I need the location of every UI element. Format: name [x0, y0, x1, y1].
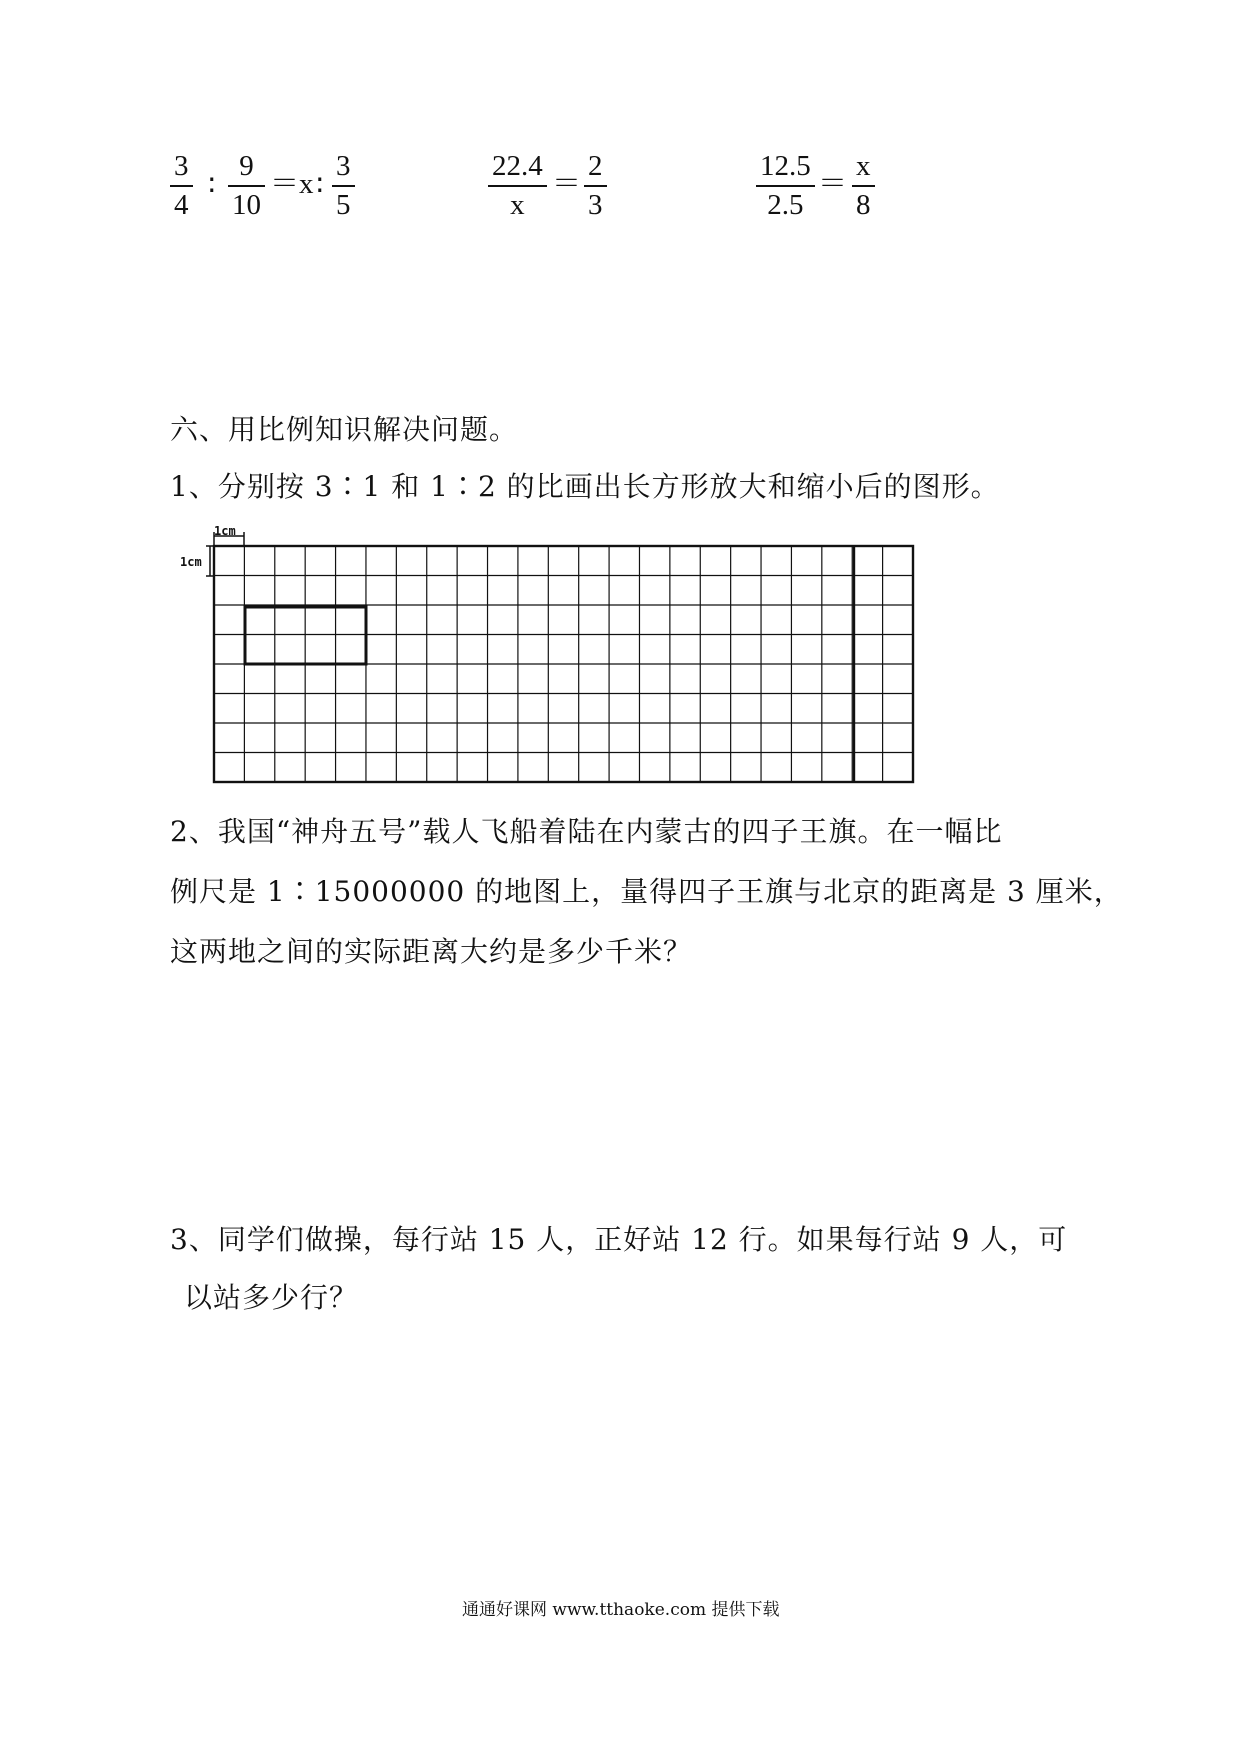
grid-unit-label-horizontal: 1cm	[214, 524, 236, 538]
fraction: 3 5	[332, 152, 355, 220]
question-1: 1、分别按 3∶1 和 1∶2 的比画出长方形放大和缩小后的图形。	[170, 470, 1000, 503]
question-2-line-3: 这两地之间的实际距离大约是多少千米？	[170, 935, 693, 968]
equals-sign: ＝	[818, 168, 848, 200]
question-3-line-2: 以站多少行？	[184, 1281, 359, 1314]
fraction: 22.4 x	[488, 152, 547, 220]
equals-x: ＝x	[270, 168, 314, 200]
square-grid	[200, 520, 930, 790]
ratio-colon: ∶	[316, 170, 324, 202]
fraction: 2 3	[584, 152, 607, 220]
question-3-line-1: 3、同学们做操，每行站 15 人，正好站 12 行。如果每行站 9 人，可	[170, 1223, 1068, 1256]
footer-text: 通通好课网 www.tthaoke.com 提供下载	[462, 1600, 780, 1620]
fraction: 12.5 2.5	[756, 152, 815, 220]
fraction: x 8	[852, 152, 875, 220]
grid-unit-label-vertical: 1cm	[180, 555, 202, 569]
fraction: 9 10	[228, 152, 265, 220]
question-2-line-1: 2、我国“神舟五号”载人飞船着陆在内蒙古的四子王旗。在一幅比	[170, 815, 1003, 848]
equals-sign: ＝	[552, 168, 582, 200]
fraction: 3 4	[170, 152, 193, 220]
question-2-line-2: 例尺是 1∶15000000 的地图上，量得四子王旗与北京的距离是 3 厘米，	[170, 875, 1123, 908]
section-title: 六、用比例知识解决问题。	[170, 413, 519, 446]
ratio-colon: ∶	[208, 170, 216, 202]
